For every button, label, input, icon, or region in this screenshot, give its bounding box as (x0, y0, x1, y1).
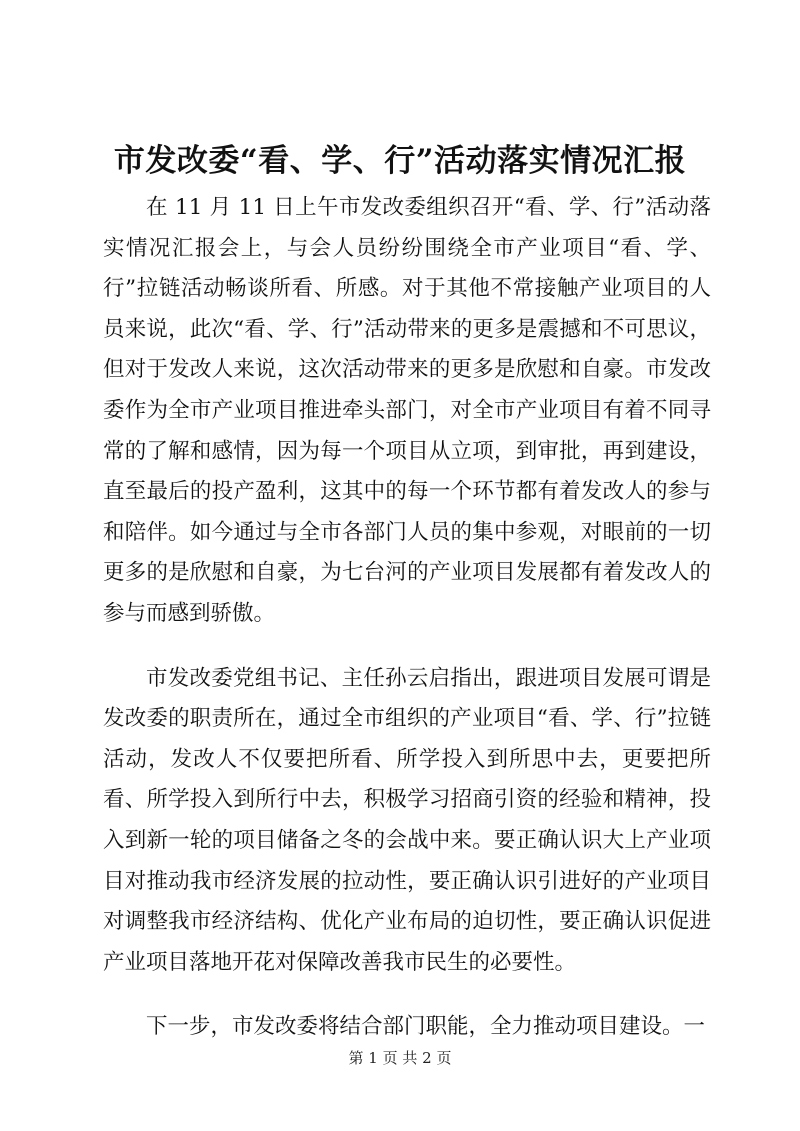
document-title: 市发改委“看、学、行”活动落实情况汇报 (113, 143, 687, 179)
paragraph-1: 在 11 月 11 日上午市发改委组织召开“看、学、行”活动落实情况汇报会上，与会人员纷纷围绕全市产业项目“看、学、行”拉链活动畅谈所看、所感。对于其他不常接触产业项目的人员来说，此次“看、学、行”活动带来的更多是震撼和不可思议，但对于发改人来说，这次活动带来的更多是欣慰和自豪。市发改委作为全市产业项目推进牵头部门，对全市产业项目有着不同寻常的了解和感情，因为每一个项目从立项，到审批，再到建设，直至最后的投产盈利，这其中的每一个环节都有着发改人的参与和陪伴。如今通过与全市各部门人员的集中参观，对眼前的一切更多的是欣慰和自豪，为七台河的产业项目发展都有着发改人的参与而感到骄傲。 (103, 195, 711, 626)
paragraph-spacer (103, 635, 711, 659)
document-body (103, 188, 711, 1048)
paragraph-2: 市发改委党组书记、主任孙云启指出，跟进项目发展可谓是发改委的职责所在，通过全市组织的产业项目“看、学、行”拉链活动，发改人不仅要把所看、所学投入到所思中去，更要把所看、所学投入到所行中去，积极学习招商引资的经验和精神，投入到新一轮的项目储备之冬的会战中来。要正确认识大上产业项目对推动我市经济发展的拉动性，要正确认识引进好的产业项目对调整我市经济结构、优化产业布局的迫切性，要正确认识促进产业项目落地开花对保障改善我市民生的必要性。 (103, 665, 711, 975)
paragraph-3: 下一步，市发改委将结合部门职能，全力推动项目建设。一 (146, 1014, 706, 1040)
page-number-footer: 第 1 页 共 2 页 (348, 1049, 452, 1067)
paragraph-spacer (103, 983, 711, 1007)
